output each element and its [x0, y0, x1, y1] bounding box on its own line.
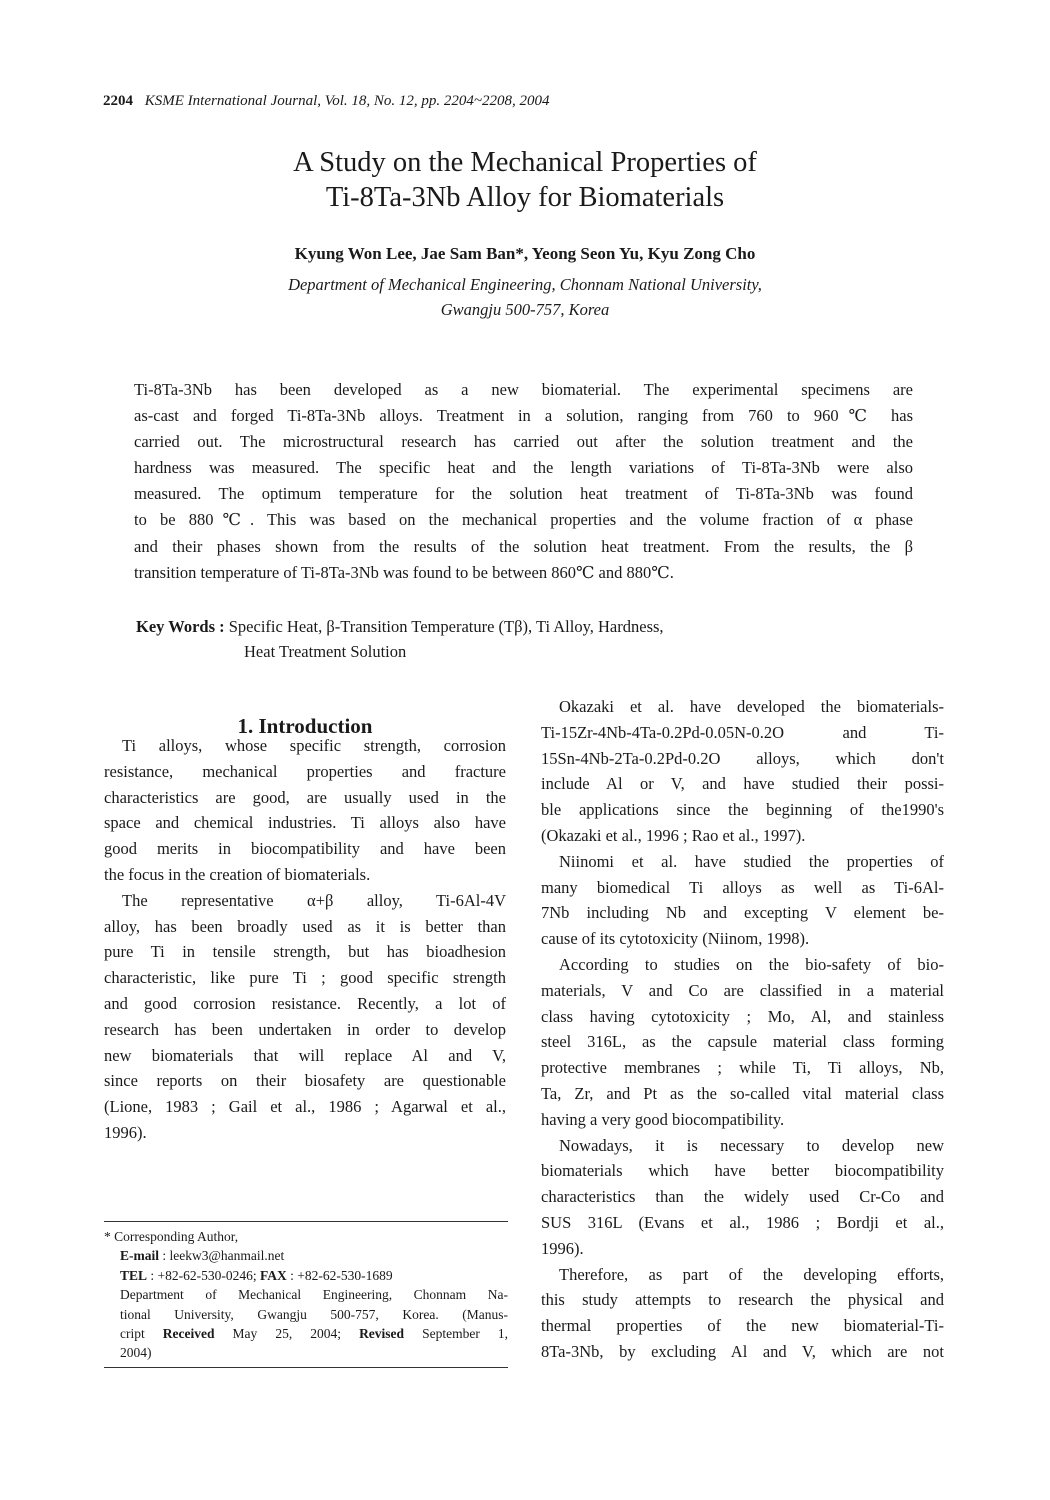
footnote-rule-bottom [104, 1367, 508, 1368]
abstract [134, 377, 913, 586]
footnote-address-line: Department of Mechanical Engineering, Chonnam Na- [120, 1287, 508, 1303]
right-column-line: characteristics than the widely used Cr-Co and [541, 1187, 944, 1207]
right-column-line: 8Ta-3Nb, by excluding Al and V, which are not [541, 1341, 944, 1361]
right-column-line: (Okazaki et al., 1996 ; Rao et al., 1997). [541, 825, 806, 845]
footnote-phone [104, 1266, 508, 1285]
right-column-line: SUS 316L (Evans et al., 1986 ; Bordji et al., [541, 1212, 944, 1232]
keywords-line-2: Heat Treatment Solution [244, 642, 407, 661]
affiliation-line-2: Gwangju 500-757, Korea [440, 300, 610, 319]
left-column-line: resistance, mechanical properties and fracture [104, 761, 506, 781]
footnote-email [104, 1246, 508, 1265]
right-column-line: include Al or V, and have studied their possi- [541, 774, 944, 794]
abstract-line: measured. The optimum temperature for the solution heat treatment of Ti-8Ta-3Nb was found [134, 484, 913, 504]
tel-label: TEL [120, 1267, 148, 1283]
right-column-line: protective membranes ; while Ti, Ti alloys, Nb, [541, 1058, 944, 1078]
right-column-line: class having cytotoxicity ; Mo, Al, and stainless [541, 1006, 944, 1026]
paper-title [100, 145, 950, 215]
right-column-line: biomaterials which have better biocompatibility [541, 1161, 944, 1181]
received-label: Received [162, 1325, 215, 1341]
left-column-line: the focus in the creation of biomaterials. [104, 864, 371, 884]
affiliation [100, 272, 950, 322]
footnote [104, 1227, 508, 1363]
right-column [541, 694, 944, 1365]
left-column-line: space and chemical industries. Ti alloys also have [104, 813, 506, 833]
tel-value: : +82-62-530-0246; [147, 1267, 260, 1283]
left-column-line: 1996). [104, 1122, 147, 1142]
footnote-text: cript [120, 1325, 163, 1341]
right-column-line: Okazaki et al. have developed the biomaterials- [559, 697, 944, 716]
keywords-label: Key Words : [136, 617, 225, 636]
left-column-line: since reports on their biosafety are questionable [104, 1071, 506, 1091]
abstract-line: Ti-8Ta-3Nb has been developed as a new biomaterial. The experimental specimens are [134, 380, 913, 399]
journal-citation: KSME International Journal, Vol. 18, No. 12, pp. 2204~2208, 2004 [144, 93, 550, 109]
footnote-text: May 25, 2004; [214, 1325, 360, 1341]
right-column-line: Niinomi et al. have studied the properties of [559, 851, 944, 871]
left-column-line: characteristics are good, are usually used in the [104, 787, 506, 807]
right-column-line: steel 316L, as the capsule material class forming [541, 1032, 944, 1052]
running-header [103, 93, 550, 110]
right-column-line: Nowadays, it is necessary to develop new [559, 1135, 944, 1155]
abstract-line: hardness was measured. The specific heat and the length variations of Ti-8Ta-3Nb were also [134, 458, 913, 478]
right-column-line: cause of its cytotoxicity (Niinom, 1998). [541, 929, 810, 949]
title-line-2: Ti-8Ta-3Nb Alloy for Biomaterials [325, 182, 725, 213]
fax-value: : +82-62-530-1689 [286, 1267, 393, 1283]
footnote-received-line [104, 1324, 508, 1343]
left-column-line: new biomaterials that will replace Al and V, [104, 1045, 506, 1065]
title-line-1: A Study on the Mechanical Properties of [293, 147, 757, 178]
right-column-line: this study attempts to research the physical and [541, 1290, 944, 1310]
right-column-line: According to studies on the bio-safety of bio- [559, 954, 944, 974]
author-list: Kyung Won Lee, Jae Sam Ban*, Yeong Seon Yu, Kyu Zong Cho [294, 244, 756, 263]
keywords [136, 614, 916, 664]
footnote-corresponding: * Corresponding Author, [104, 1229, 239, 1244]
left-column-line: alloy, has been broadly used as it is better than [104, 916, 506, 936]
left-column-line: and good corrosion resistance. Recently, a lot of [104, 993, 506, 1013]
left-column-line: research has been undertaken in order to develop [104, 1019, 506, 1039]
right-column-line: 7Nb including Nb and excepting V element be- [541, 903, 944, 923]
footnote-address-line: tional University, Gwangju 500-757, Korea. (Manus- [120, 1306, 508, 1322]
page-number: 2204 [103, 93, 133, 109]
email-value: : leekw3@hanmail.net [159, 1248, 285, 1264]
right-column-line: 15Sn-4Nb-2Ta-0.2Pd-0.2O alloys, which don't [541, 748, 944, 768]
right-column-line: Ti-15Zr-4Nb-4Ta-0.2Pd-0.05N-0.2O and Ti- [541, 722, 944, 742]
left-column-line: characteristic, like pure Ti ; good specific strength [104, 968, 506, 988]
right-column-line: materials, V and Co are classified in a material [541, 980, 944, 1000]
left-column-line: (Lione, 1983 ; Gail et al., 1986 ; Agarwal et al., [104, 1097, 506, 1117]
keywords-line-1: Specific Heat, β-Transition Temperature (Tβ), Ti Alloy, Hardness, [228, 617, 664, 636]
footnote-text: September 1, [404, 1325, 508, 1341]
left-column [104, 733, 506, 1146]
section-heading: 1. Introduction [237, 714, 373, 738]
right-column-line: having a very good biocompatibility. [541, 1109, 785, 1129]
revised-label: Revised [359, 1325, 405, 1341]
left-column-line: pure Ti in tensile strength, but has bioadhesion [104, 942, 506, 962]
abstract-line: as-cast and forged Ti-8Ta-3Nb alloys. Treatment in a solution, ranging from 760 to 960℃ has [134, 406, 913, 426]
left-column-line: Ti alloys, whose specific strength, corrosion [122, 736, 506, 755]
abstract-line: transition temperature of Ti-8Ta-3Nb was found to be between 860℃ and 880℃. [134, 562, 674, 582]
right-column-line: Therefore, as part of the developing efforts, [559, 1264, 944, 1284]
right-column-line: 1996). [541, 1238, 584, 1258]
email-label: E-mail [120, 1248, 159, 1264]
footnote-address-line: 2004) [120, 1345, 152, 1361]
right-column-line: Ta, Zr, and Pt as the so-called vital material class [541, 1083, 944, 1103]
right-column-line: ble applications since the beginning of the1990's [541, 800, 944, 820]
affiliation-line-1: Department of Mechanical Engineering, Chonnam National University, [288, 275, 762, 294]
abstract-line: to be 880℃. This was based on the mechanical properties and the volume fraction of α phase [134, 510, 913, 530]
abstract-line: carried out. The microstructural research has carried out after the solution treatment and the [134, 432, 913, 452]
footnote-rule-top [104, 1221, 508, 1222]
right-column-line: thermal properties of the new biomaterial-Ti- [541, 1316, 944, 1336]
right-column-line: many biomedical Ti alloys as well as Ti-6Al- [541, 877, 944, 897]
abstract-line: and their phases shown from the results of the solution heat treatment. From the results, the β [134, 536, 913, 556]
fax-label: FAX [260, 1267, 287, 1283]
left-column-line: The representative α+β alloy, Ti-6Al-4V [122, 890, 506, 910]
left-column-line: good merits in biocompatibility and have been [104, 839, 506, 859]
